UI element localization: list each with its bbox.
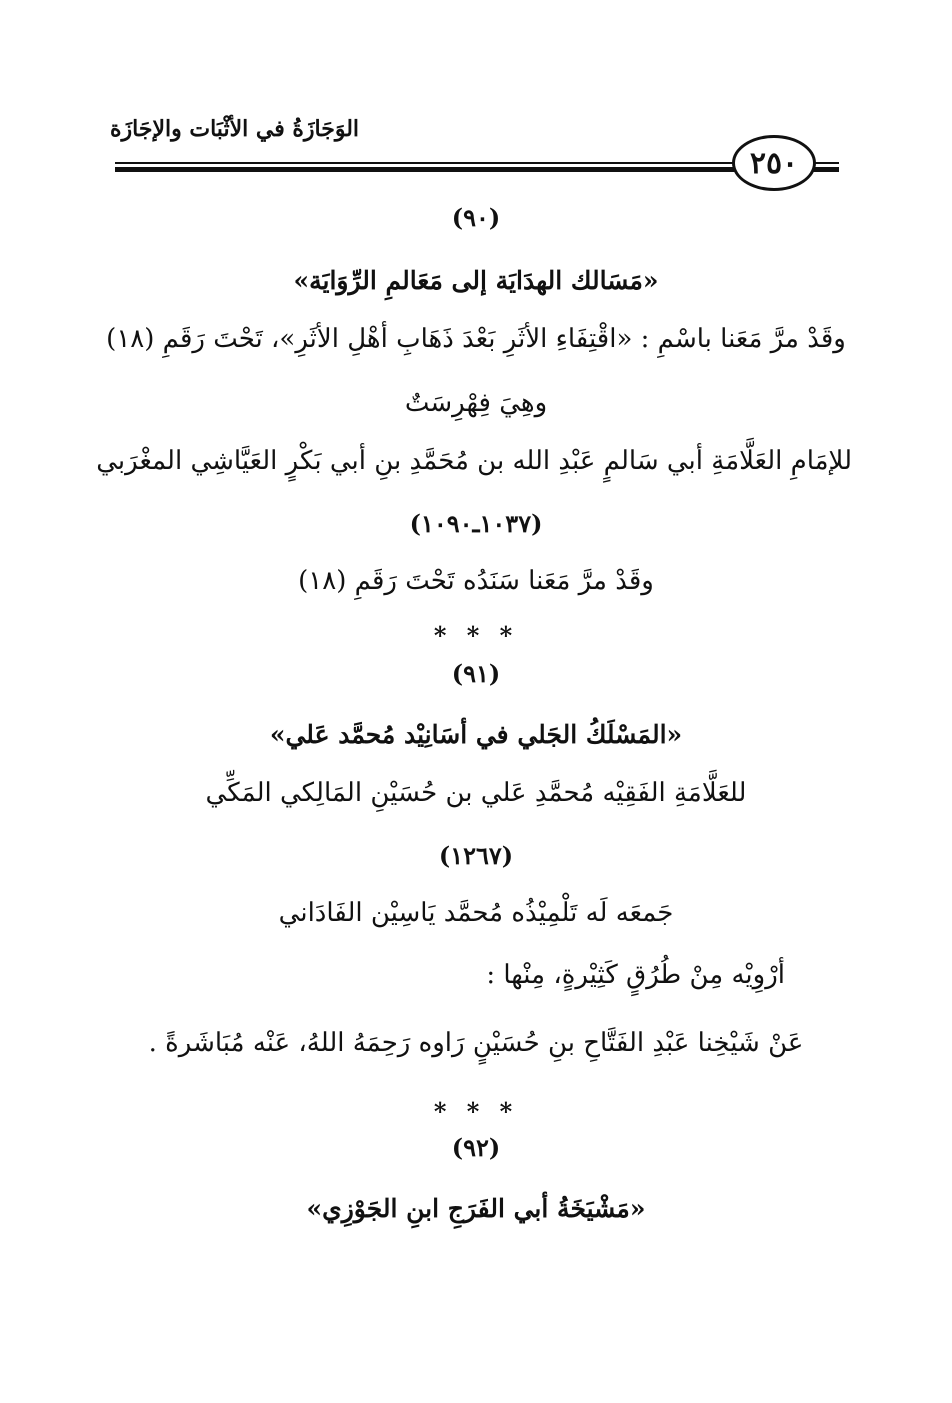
- section-separator: * * *: [433, 1097, 519, 1126]
- entry-line: وهِيَ فِهْرِسَتٌ: [404, 388, 548, 418]
- entry-title: «المَسْلَكُ الجَلي في أسَانِيْد مُحمَّد عَلي»: [269, 720, 683, 749]
- header-rule-thick: [115, 167, 839, 172]
- entry-line: أرْوِيْه مِنْ طُرُقٍ كَثِيْرةٍ، مِنْها :: [486, 960, 785, 990]
- entry-number: (٩٠): [451, 203, 501, 232]
- entry-line: وقَدْ مرَّ مَعَنا سَنَدُه تَحْتَ رَقَمِ (١٨): [298, 566, 654, 596]
- entry-title: «مَسَالك الهدَايَة إلى مَعَالمِ الرِّوَايَة»: [293, 266, 659, 295]
- entry-line: للعَلَّامَةِ الفَقِيْه مُحمَّدِ عَلي بن حُسَيْنِ المَالِكي المَكِّي: [205, 778, 747, 808]
- entry-dates: (١٢٦٧): [438, 841, 514, 870]
- entry-number: (٩٢): [451, 1133, 501, 1162]
- running-title: الوَجَازَةُ في الأثْبَات والإجَازَة: [110, 116, 360, 142]
- entry-line: جَمعَه لَه تَلْمِيْذُه مُحمَّد يَاسِيْن الفَادَاني: [278, 898, 674, 928]
- section-separator: * * *: [433, 621, 519, 650]
- entry-title: «مَشْيَخَةُ أبي الفَرَجِ ابنِ الجَوْزِي»: [306, 1194, 646, 1223]
- page-number: ٢٥٠: [749, 145, 799, 181]
- entry-line: وقَدْ مرَّ مَعَنا باسْمِ : «اقْتِفَاءِ الأثَرِ بَعْدَ ذَهَابِ أهْلِ الأثَرِ»، تَحْتَ رَقَمِ (١٨): [106, 324, 846, 354]
- entry-number: (٩١): [451, 659, 501, 688]
- entry-line: عَنْ شَيْخِنا عَبْدِ الفَتَّاحِ بنِ حُسَيْنٍ رَاوه رَحِمَهُ اللهُ، عَنْه مُبَاشَرةً .: [148, 1028, 804, 1058]
- entry-dates: (١٠٣٧ـ١٠٩٠): [409, 509, 543, 538]
- page-number-badge: [732, 135, 816, 191]
- header-rule-thin: [115, 162, 839, 164]
- entry-line: للإمَامِ العَلَّامَةِ أبي سَالمٍ عَبْدِ الله بن مُحَمَّدِ بنِ أبي بَكْرٍ العَيَّاشِي المغْرَبي: [96, 446, 852, 476]
